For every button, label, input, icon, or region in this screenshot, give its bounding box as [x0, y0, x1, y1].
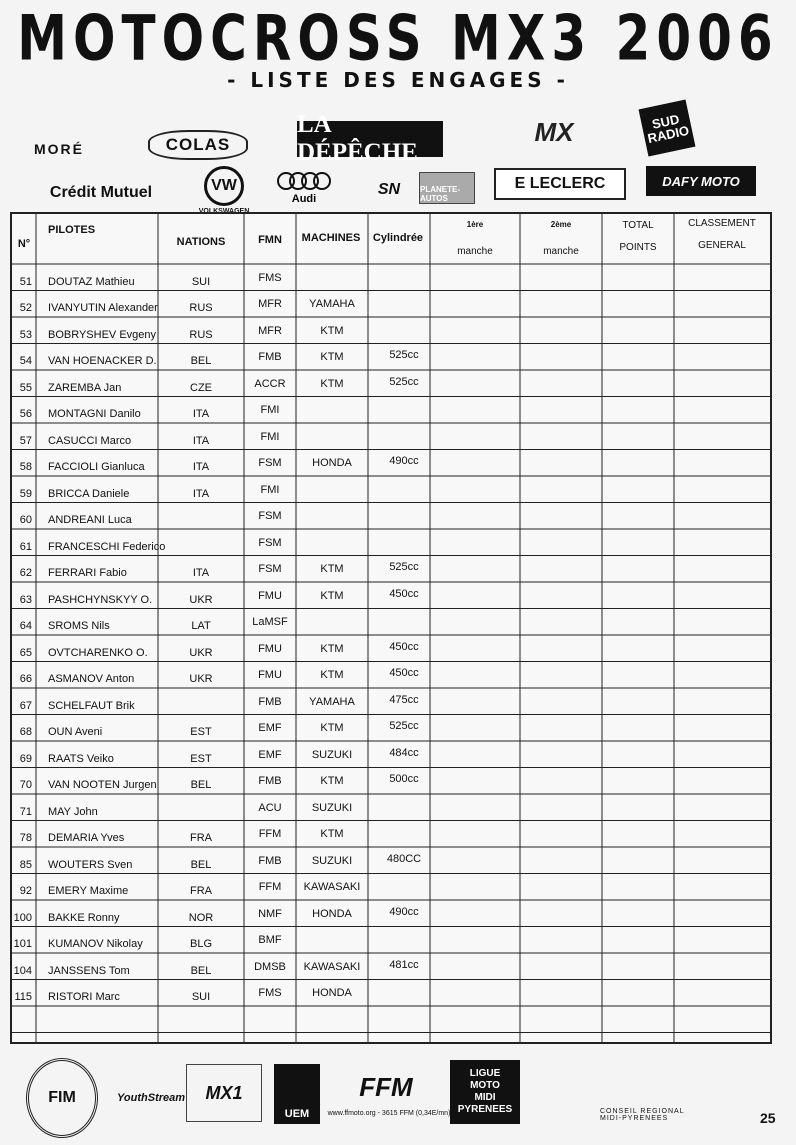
- pilot-name: KUMANOV Nikolay: [48, 938, 143, 950]
- entry-number: 57: [19, 434, 32, 447]
- machine-brand: SUZUKI: [311, 801, 353, 814]
- entry-number: 70: [19, 779, 32, 791]
- fmn-code: FMU: [258, 669, 282, 681]
- fmn-code: FMI: [260, 404, 280, 416]
- la-depeche-logo: LA DÉPÊCHE: [297, 121, 443, 157]
- cylinder-capacity: 525cc: [389, 349, 419, 361]
- volkswagen-label: VOLKSWAGEN: [198, 207, 250, 215]
- pilot-name: PASHCHYNSKYY O.: [48, 593, 153, 606]
- nation-code: ITA: [192, 461, 210, 473]
- ligue-line-1: LIGUE: [469, 1068, 501, 1079]
- entry-number: 101: [13, 938, 32, 950]
- pilot-name: OVTCHARENKO O.: [48, 646, 148, 659]
- fmn-code: ACU: [258, 801, 282, 814]
- pilot-name: SCHELFAUT Brik: [48, 699, 135, 712]
- pilot-name: JANSSENS Tom: [48, 964, 130, 977]
- ligue-moto-logo: [450, 1060, 520, 1124]
- pilot-name: OUN Aveni: [48, 726, 103, 738]
- cylinder-capacity: 450cc: [389, 587, 419, 600]
- ligue-line-3: MIDI: [474, 1092, 496, 1103]
- header-total-top: TOTAL: [622, 220, 654, 231]
- header-classement-bottom: GENERAL: [698, 240, 746, 251]
- pilot-name: BAKKE Ronny: [48, 911, 120, 924]
- nation-code: UKR: [189, 646, 213, 659]
- header-classement-top: CLASSEMENT: [688, 218, 756, 229]
- machine-brand: KTM: [320, 828, 344, 840]
- entry-number: 71: [19, 805, 32, 818]
- nation-code: LAT: [191, 620, 211, 632]
- entry-number: 54: [19, 355, 32, 367]
- machine-brand: KTM: [320, 377, 344, 390]
- machine-brand: HONDA: [312, 987, 352, 999]
- header-fmn: FMN: [258, 234, 282, 246]
- entry-number: 59: [19, 487, 32, 500]
- fmn-code: FMI: [260, 430, 280, 443]
- page-number: 25: [760, 1110, 776, 1126]
- sud-radio-logo: SUD RADIO: [639, 100, 696, 157]
- entry-number: 62: [19, 567, 32, 579]
- nation-code: ITA: [192, 567, 210, 579]
- pilot-name: VAN HOENACKER D.: [48, 355, 157, 367]
- entry-number: 66: [19, 673, 32, 685]
- sn-diffusion-logo: SN: [377, 181, 401, 198]
- fmn-code: FMU: [258, 589, 282, 602]
- entry-number: 100: [13, 911, 32, 924]
- machine-brand: KTM: [320, 324, 344, 337]
- nation-code: FRA: [190, 885, 212, 897]
- header-pilotes: PILOTES: [48, 224, 96, 236]
- entry-number: 92: [19, 885, 32, 897]
- machine-brand: KTM: [320, 669, 344, 681]
- header-manche1-top: 1ère: [466, 220, 484, 229]
- header-cylindree: Cylindrée: [372, 232, 424, 244]
- entry-number: 51: [19, 275, 32, 288]
- nation-code: SUI: [191, 991, 211, 1003]
- fim-logo: FIM: [26, 1058, 98, 1138]
- more-logo: MORÉ: [34, 141, 84, 157]
- fmn-code: FMB: [258, 695, 282, 708]
- pilot-name: MONTAGNI Danilo: [48, 408, 141, 420]
- nation-code: BEL: [190, 355, 212, 367]
- youthstream-logo: YouthStream: [116, 1092, 186, 1104]
- nation-code: RUS: [189, 328, 213, 341]
- fmn-code: MFR: [258, 298, 282, 310]
- nation-code: ITA: [192, 487, 210, 500]
- pilot-name: ASMANOV Anton: [48, 673, 135, 685]
- fmn-code: EMF: [258, 722, 282, 734]
- page-subtitle: - LISTE DES ENGAGES -: [227, 68, 569, 92]
- pilot-name: FERRARI Fabio: [48, 567, 127, 579]
- pilot-name: ZAREMBA Jan: [48, 381, 122, 394]
- header-manche1-bottom: manche: [457, 246, 493, 257]
- pilot-name: CASUCCI Marco: [48, 434, 132, 447]
- fmn-code: BMF: [258, 934, 282, 946]
- pilot-name: BOBRYSHEV Evgeny: [48, 328, 157, 341]
- nation-code: BEL: [190, 858, 212, 871]
- ffm-logo: FFM: [359, 1071, 413, 1102]
- fmn-code: LaMSF: [252, 616, 288, 628]
- machine-brand: KAWASAKI: [303, 960, 361, 973]
- fmn-code: DMSB: [254, 960, 286, 973]
- entry-number: 115: [14, 991, 32, 1003]
- cylinder-capacity: 500cc: [389, 773, 419, 785]
- entry-number: 104: [13, 964, 32, 977]
- audi-logo: [276, 170, 332, 206]
- ligue-line-2: MOTO: [470, 1080, 500, 1091]
- pilot-name: ANDREANI Luca: [48, 514, 132, 526]
- fmn-code: FSM: [258, 457, 282, 469]
- entry-number: 78: [19, 832, 32, 844]
- pilot-name: MAY John: [48, 805, 98, 818]
- ligue-line-4: PYRENEES: [457, 1104, 513, 1115]
- machine-brand: YAMAHA: [309, 298, 355, 310]
- nation-code: ITA: [192, 434, 210, 447]
- nation-code: CZE: [190, 381, 212, 394]
- fmn-code: NMF: [258, 907, 282, 920]
- mx-magazine-logo: MX: [534, 116, 574, 147]
- nation-code: BLG: [189, 938, 212, 950]
- fmn-code: FMI: [260, 483, 280, 496]
- fmn-code: FMU: [258, 642, 282, 655]
- machine-brand: KTM: [320, 775, 344, 787]
- mx1-logo: MX1: [186, 1064, 262, 1122]
- fmn-code: FMB: [258, 854, 282, 867]
- header-manche2-bottom: manche: [543, 246, 579, 257]
- entry-number: 55: [19, 381, 32, 394]
- fmn-code: FMS: [258, 271, 282, 284]
- entry-number: 69: [19, 752, 32, 765]
- fmn-code: FFM: [258, 828, 282, 840]
- cylinder-capacity: 484cc: [389, 746, 419, 759]
- pilot-name: BRICCA Daniele: [48, 487, 130, 500]
- entry-number: 68: [19, 726, 32, 738]
- pilot-name: IVANYUTIN Alexander: [48, 302, 158, 314]
- nation-code: RUS: [189, 302, 213, 314]
- header-nations: NATIONS: [176, 236, 226, 248]
- leclerc-logo: E LECLERC: [494, 168, 626, 200]
- ffm-url: www.ffmoto.org - 3615 FFM (0,34E/mn): [327, 1110, 451, 1117]
- conseil-regional-logo: CONSEIL REGIONAL MIDI-PYRENEES: [600, 1108, 685, 1122]
- fmn-code: ACCR: [254, 377, 286, 390]
- machine-brand: YAMAHA: [309, 695, 355, 708]
- cylinder-capacity: 481cc: [389, 958, 419, 971]
- pilot-name: DOUTAZ Mathieu: [48, 275, 135, 288]
- pilot-name: DEMARIA Yves: [48, 832, 125, 844]
- fmn-code: MFR: [258, 324, 282, 337]
- pilot-name: VAN NOOTEN Jurgen: [48, 779, 157, 791]
- cylinder-capacity: 490cc: [389, 455, 419, 467]
- machine-brand: SUZUKI: [311, 854, 353, 867]
- machine-brand: KTM: [320, 722, 344, 734]
- fmn-code: FMS: [258, 987, 282, 999]
- nation-code: BEL: [190, 964, 212, 977]
- nation-code: ITA: [192, 408, 210, 420]
- fmn-code: FSM: [258, 536, 282, 549]
- fmn-code: FMB: [258, 775, 282, 787]
- entry-number: 67: [19, 699, 32, 712]
- nation-code: FRA: [190, 832, 212, 844]
- entry-number: 53: [19, 328, 32, 341]
- entry-number: 64: [19, 620, 32, 632]
- pilot-name: EMERY Maxime: [48, 885, 129, 897]
- machine-brand: HONDA: [312, 907, 352, 920]
- header-manche2-top: 2ème: [550, 220, 572, 229]
- planete-autos-logo: PLANETE-AUTOS: [419, 172, 475, 204]
- entry-number: 60: [19, 514, 32, 526]
- colas-logo: COLAS: [148, 130, 248, 160]
- nation-code: SUI: [191, 275, 211, 288]
- entry-number: 61: [19, 540, 32, 553]
- machine-brand: KTM: [320, 351, 344, 363]
- cylinder-capacity: 450cc: [389, 667, 419, 679]
- nation-code: BEL: [190, 779, 212, 791]
- nation-code: UKR: [189, 593, 213, 606]
- volkswagen-logo: VW: [204, 166, 244, 206]
- credit-mutuel-logo: Crédit Mutuel: [49, 184, 153, 201]
- machine-brand: KAWASAKI: [303, 881, 361, 893]
- nation-code: EST: [190, 726, 212, 738]
- cylinder-capacity: 525cc: [389, 561, 419, 573]
- pilot-name: FACCIOLI Gianluca: [48, 461, 145, 473]
- fmn-code: FMB: [258, 351, 282, 363]
- machine-brand: SUZUKI: [311, 748, 353, 761]
- audi-rings-icon: [276, 170, 332, 206]
- pilot-name: SROMS Nils: [48, 620, 110, 632]
- audi-label: Audi: [291, 193, 317, 205]
- entry-number: 56: [19, 408, 32, 420]
- entry-number: 65: [19, 646, 32, 659]
- nation-code: UKR: [189, 673, 213, 685]
- cylinder-capacity: 525cc: [389, 375, 419, 388]
- cylinder-capacity: 480CC: [386, 852, 422, 865]
- pilot-name: FRANCESCHI Federico: [48, 540, 166, 553]
- machine-brand: KTM: [320, 642, 344, 655]
- header-machines: MACHINES: [301, 232, 361, 244]
- nation-code: EST: [190, 752, 212, 765]
- fmn-code: EMF: [258, 748, 282, 761]
- machine-brand: KTM: [320, 589, 344, 602]
- entry-number: 58: [19, 461, 32, 473]
- page-title: MOTOCROSS MX3 2006: [17, 2, 779, 75]
- entry-number: 63: [19, 593, 32, 606]
- pilot-name: WOUTERS Sven: [48, 858, 133, 871]
- header-num: N°: [17, 238, 31, 250]
- cylinder-capacity: 525cc: [389, 720, 419, 732]
- pilot-name: RISTORI Marc: [48, 991, 120, 1003]
- fmn-code: FSM: [258, 563, 282, 575]
- machine-brand: HONDA: [312, 457, 352, 469]
- entry-number: 52: [19, 302, 32, 314]
- entry-list-table: [10, 212, 772, 1044]
- cylinder-capacity: 475cc: [389, 693, 419, 706]
- cylinder-capacity: 450cc: [389, 640, 419, 653]
- uem-logo: UEM: [274, 1064, 320, 1124]
- nation-code: NOR: [188, 911, 214, 924]
- machine-brand: KTM: [320, 563, 344, 575]
- header-total-bottom: POINTS: [619, 242, 657, 253]
- cylinder-capacity: 490cc: [389, 905, 419, 918]
- fmn-code: FSM: [258, 510, 282, 522]
- fmn-code: FFM: [258, 881, 282, 893]
- pilot-name: RAATS Veiko: [48, 752, 114, 765]
- entry-number: 85: [19, 858, 32, 871]
- dafy-moto-logo: DAFY MOTO: [646, 166, 756, 196]
